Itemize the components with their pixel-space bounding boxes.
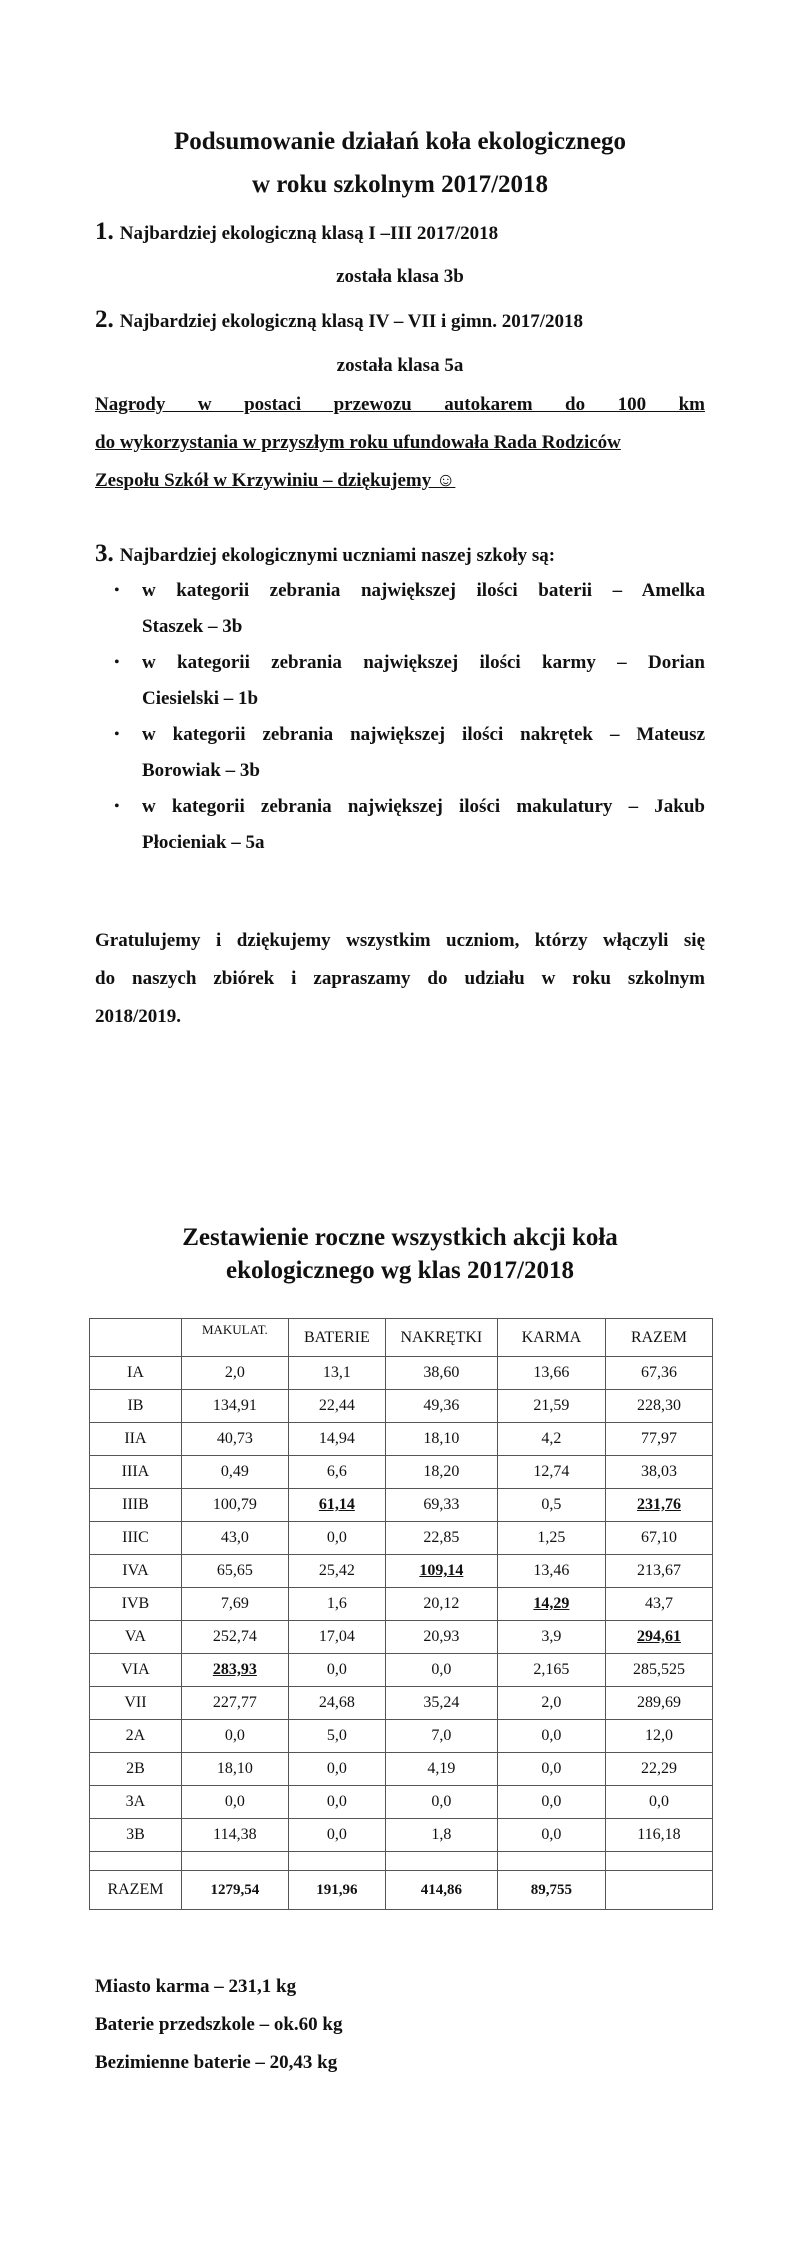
class-name-cell: VII (90, 1687, 182, 1720)
value-cell: 283,93 (181, 1654, 288, 1687)
class-name-cell: IB (90, 1390, 182, 1423)
value-cell: 18,20 (385, 1456, 497, 1489)
value-cell: 0,0 (181, 1786, 288, 1819)
table-row (90, 1555, 713, 1588)
student-award-line-2: Staszek – 3b (142, 616, 243, 637)
item-3-number: 3. (95, 540, 114, 567)
bullet-dot-icon: • (114, 654, 120, 671)
value-cell: 114,38 (181, 1819, 288, 1852)
prize-line-2: do wykorzystania w przyszłym roku ufundowała Rada Rodziców (95, 432, 621, 453)
value-cell: 5,0 (288, 1720, 385, 1753)
value-cell: 43,0 (181, 1522, 288, 1555)
bullet-dot-icon: • (114, 582, 120, 599)
value-cell: 43,7 (605, 1588, 712, 1621)
thanks-line-3: 2018/2019. (95, 1006, 182, 1027)
value-cell: 25,42 (288, 1555, 385, 1588)
class-name-cell: 2A (90, 1720, 182, 1753)
value-cell: 0,5 (497, 1489, 605, 1522)
value-cell: 14,94 (288, 1423, 385, 1456)
table-row (90, 1456, 713, 1489)
footer-line-2: Baterie przedszkole – ok.60 kg (95, 2014, 343, 2035)
value-cell: 294,61 (605, 1621, 712, 1654)
item-2-result: została klasa 5a (336, 355, 464, 376)
value-cell: 0,0 (288, 1753, 385, 1786)
value-cell: 35,24 (385, 1687, 497, 1720)
value-cell: 18,10 (385, 1423, 497, 1456)
value-cell: 38,60 (385, 1357, 497, 1390)
value-cell: 65,65 (181, 1555, 288, 1588)
class-name-cell: VIA (90, 1654, 182, 1687)
total-value-cell: 414,86 (385, 1871, 497, 1910)
total-label-cell: RAZEM (90, 1871, 182, 1910)
item-1 (95, 218, 498, 246)
value-cell: 134,91 (181, 1390, 288, 1423)
value-cell: 285,525 (605, 1654, 712, 1687)
value-cell: 213,67 (605, 1555, 712, 1588)
bullet-dot-icon: • (114, 798, 120, 815)
table-row (90, 1390, 713, 1423)
table-spacer-row (90, 1852, 713, 1871)
column-header: BATERIE (288, 1319, 385, 1357)
class-name-cell: IA (90, 1357, 182, 1390)
value-cell: 0,0 (181, 1720, 288, 1753)
total-value-cell (605, 1871, 712, 1910)
table-row (90, 1423, 713, 1456)
document-subtitle: w roku szkolnym 2017/2018 (251, 171, 549, 198)
value-cell: 49,36 (385, 1390, 497, 1423)
value-cell: 12,74 (497, 1456, 605, 1489)
value-cell: 67,10 (605, 1522, 712, 1555)
value-cell: 22,29 (605, 1753, 712, 1786)
class-name-cell: 3B (90, 1819, 182, 1852)
value-cell: 0,49 (181, 1456, 288, 1489)
spacer-cell (288, 1852, 385, 1871)
class-name-cell: VA (90, 1621, 182, 1654)
student-award-line-2: Ciesielski – 1b (142, 688, 259, 709)
footer-line-3: Bezimienne baterie – 20,43 kg (95, 2052, 338, 2073)
value-cell: 252,74 (181, 1621, 288, 1654)
student-award-line-2: Płocieniak – 5a (142, 832, 265, 853)
value-cell: 13,1 (288, 1357, 385, 1390)
item-3 (95, 540, 555, 568)
value-cell: 0,0 (605, 1786, 712, 1819)
table-header-row (90, 1319, 713, 1357)
value-cell: 2,0 (497, 1687, 605, 1720)
value-cell: 0,0 (497, 1720, 605, 1753)
item-2-number: 2. (95, 306, 114, 333)
item-1-result: została klasa 3b (336, 266, 464, 287)
value-cell: 20,93 (385, 1621, 497, 1654)
value-cell: 109,14 (385, 1555, 497, 1588)
value-cell: 22,85 (385, 1522, 497, 1555)
class-name-cell: 3A (90, 1786, 182, 1819)
student-award-line-1: w kategorii zebrania największej ilości makulatury – Jakub (142, 796, 705, 817)
column-header: KARMA (497, 1319, 605, 1357)
value-cell: 228,30 (605, 1390, 712, 1423)
value-cell: 4,2 (497, 1423, 605, 1456)
value-cell: 1,6 (288, 1588, 385, 1621)
value-cell: 0,0 (288, 1654, 385, 1687)
value-cell: 6,6 (288, 1456, 385, 1489)
value-cell: 13,66 (497, 1357, 605, 1390)
total-value-cell: 1279,54 (181, 1871, 288, 1910)
value-cell: 0,0 (497, 1753, 605, 1786)
column-header (90, 1319, 182, 1357)
prize-line-3: Zespołu Szkół w Krzywiniu – dziękujemy ☺ (95, 470, 456, 491)
value-cell: 2,0 (181, 1357, 288, 1390)
value-cell: 7,69 (181, 1588, 288, 1621)
value-cell: 17,04 (288, 1621, 385, 1654)
value-cell: 2,165 (497, 1654, 605, 1687)
summary-subtitle: ekologicznego wg klas 2017/2018 (226, 1257, 574, 1284)
prize-line-1: Nagrody w postaci przewozu autokarem do 100 km (95, 394, 705, 415)
student-award-line-1: w kategorii zebrania największej ilości nakrętek – Mateusz (142, 724, 705, 745)
thanks-line-1: Gratulujemy i dziękujemy wszystkim uczniom, którzy włączyli się (95, 930, 705, 951)
spacer-cell (90, 1852, 182, 1871)
item-2 (95, 306, 583, 334)
value-cell: 7,0 (385, 1720, 497, 1753)
value-cell: 61,14 (288, 1489, 385, 1522)
table-row (90, 1786, 713, 1819)
table-row (90, 1357, 713, 1390)
value-cell: 14,29 (497, 1588, 605, 1621)
table-row (90, 1654, 713, 1687)
value-cell: 4,19 (385, 1753, 497, 1786)
footer-line-1: Miasto karma – 231,1 kg (95, 1976, 297, 1997)
value-cell: 0,0 (385, 1786, 497, 1819)
table-row (90, 1819, 713, 1852)
value-cell: 21,59 (497, 1390, 605, 1423)
spacer-cell (497, 1852, 605, 1871)
class-name-cell: 2B (90, 1753, 182, 1786)
table-row (90, 1489, 713, 1522)
item-2-text: Najbardziej ekologiczną klasą IV – VII i gimn. 2017/2018 (119, 311, 583, 332)
table-row (90, 1687, 713, 1720)
spacer-cell (605, 1852, 712, 1871)
summary-title: Zestawienie roczne wszystkich akcji koła (182, 1224, 618, 1251)
table-row (90, 1588, 713, 1621)
document-title: Podsumowanie działań koła ekologicznego (173, 128, 627, 155)
spacer-cell (385, 1852, 497, 1871)
bullet-dot-icon: • (114, 726, 120, 743)
value-cell: 3,9 (497, 1621, 605, 1654)
value-cell: 0,0 (288, 1819, 385, 1852)
value-cell: 69,33 (385, 1489, 497, 1522)
value-cell: 116,18 (605, 1819, 712, 1852)
value-cell: 40,73 (181, 1423, 288, 1456)
value-cell: 24,68 (288, 1687, 385, 1720)
value-cell: 1,8 (385, 1819, 497, 1852)
value-cell: 100,79 (181, 1489, 288, 1522)
value-cell: 20,12 (385, 1588, 497, 1621)
item-1-number: 1. (95, 218, 114, 245)
value-cell: 12,0 (605, 1720, 712, 1753)
total-value-cell: 191,96 (288, 1871, 385, 1910)
table-row (90, 1753, 713, 1786)
spacer-cell (181, 1852, 288, 1871)
column-header: MAKULAT. (181, 1319, 288, 1357)
value-cell: 227,77 (181, 1687, 288, 1720)
value-cell: 289,69 (605, 1687, 712, 1720)
value-cell: 1,25 (497, 1522, 605, 1555)
student-award-line-1: w kategorii zebrania największej ilości karmy – Dorian (142, 652, 705, 673)
column-header: NAKRĘTKI (385, 1319, 497, 1357)
value-cell: 0,0 (385, 1654, 497, 1687)
value-cell: 77,97 (605, 1423, 712, 1456)
student-award-line-1: w kategorii zebrania największej ilości baterii – Amelka (142, 580, 705, 601)
value-cell: 22,44 (288, 1390, 385, 1423)
table-row (90, 1720, 713, 1753)
item-3-text: Najbardziej ekologicznymi uczniami naszej szkoły są: (119, 545, 556, 566)
value-cell: 0,0 (288, 1786, 385, 1819)
student-award-line-2: Borowiak – 3b (142, 760, 260, 781)
class-name-cell: IVA (90, 1555, 182, 1588)
summary-table (89, 1318, 713, 1910)
table-row (90, 1522, 713, 1555)
value-cell: 0,0 (497, 1786, 605, 1819)
class-name-cell: IIIC (90, 1522, 182, 1555)
value-cell: 231,76 (605, 1489, 712, 1522)
value-cell: 18,10 (181, 1753, 288, 1786)
table-row (90, 1621, 713, 1654)
class-name-cell: IIA (90, 1423, 182, 1456)
value-cell: 13,46 (497, 1555, 605, 1588)
value-cell: 67,36 (605, 1357, 712, 1390)
table-total-row (90, 1871, 713, 1910)
value-cell: 38,03 (605, 1456, 712, 1489)
total-value-cell: 89,755 (497, 1871, 605, 1910)
value-cell: 0,0 (288, 1522, 385, 1555)
column-header: RAZEM (605, 1319, 712, 1357)
class-name-cell: IVB (90, 1588, 182, 1621)
thanks-line-2: do naszych zbiórek i zapraszamy do udziału w roku szkolnym (95, 968, 705, 989)
item-1-text: Najbardziej ekologiczną klasą I –III 2017/2018 (119, 223, 499, 244)
class-name-cell: IIIB (90, 1489, 182, 1522)
class-name-cell: IIIA (90, 1456, 182, 1489)
value-cell: 0,0 (497, 1819, 605, 1852)
